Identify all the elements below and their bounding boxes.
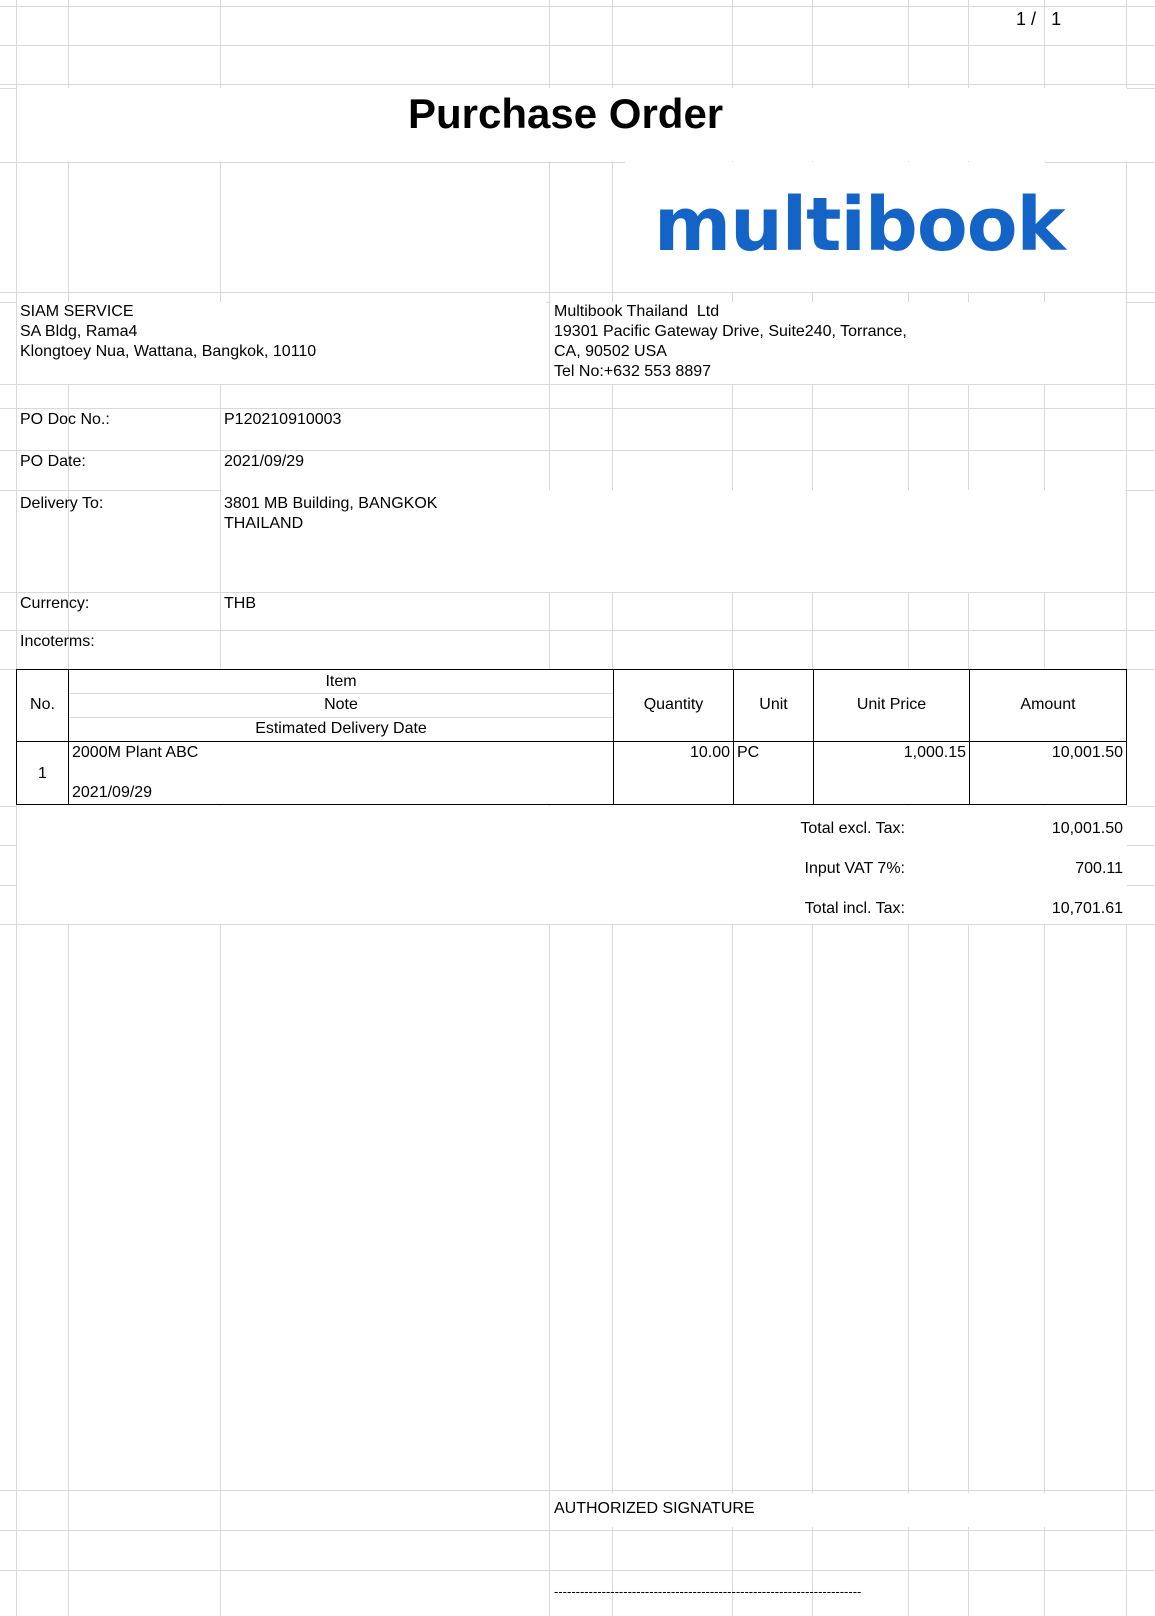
multibook-logo: multibook <box>654 182 1065 268</box>
total-incl-tax-value: 10,701.61 <box>1051 900 1123 917</box>
page-title: Purchase Order <box>408 90 724 137</box>
signature-line: ----------------------------------------------------------------------- <box>554 1584 862 1599</box>
line-items-table <box>16 669 1127 805</box>
input-vat-label: Input VAT 7%: <box>804 860 905 877</box>
incoterms-label: Incoterms: <box>20 633 95 650</box>
header-unit: Unit <box>759 696 788 713</box>
header-no: No. <box>30 696 55 713</box>
row-unit: PC <box>737 744 760 761</box>
vendor-address-line-1: SA Bldg, Rama4 <box>20 323 138 340</box>
table-divider <box>969 670 970 804</box>
po-doc-no-value: P120210910003 <box>224 411 342 428</box>
header-quantity: Quantity <box>643 696 704 713</box>
header-estimated-delivery-date: Estimated Delivery Date <box>255 720 427 737</box>
page-total: 1 <box>1051 9 1062 29</box>
row-amount: 10,001.50 <box>1051 744 1123 761</box>
delivery-to-value <box>224 494 437 534</box>
row-item: 2000M Plant ABC <box>72 744 199 761</box>
po-doc-no-label: PO Doc No.: <box>20 411 110 428</box>
po-date-label: PO Date: <box>20 453 86 470</box>
vendor-address-line-2: Klongtoey Nua, Wattana, Bangkok, 10110 <box>20 343 317 360</box>
delivery-to-line-2: THAILAND <box>224 515 304 532</box>
row-unit-price: 1,000.15 <box>903 744 966 761</box>
authorized-signature-label: AUTHORIZED SIGNATURE <box>554 1500 755 1517</box>
table-divider <box>813 670 814 804</box>
vendor-name: SIAM SERVICE <box>20 303 134 320</box>
company-address-line-1: 19301 Pacific Gateway Drive, Suite240, Torrance, <box>554 323 907 340</box>
header-note: Note <box>324 696 358 713</box>
page-current: 1 <box>1016 9 1027 29</box>
total-excl-tax-value: 10,001.50 <box>1051 820 1123 837</box>
row-quantity: 10.00 <box>689 744 730 761</box>
total-incl-tax-label: Total incl. Tax: <box>804 900 905 917</box>
company-name: Multibook Thailand Ltd <box>554 303 720 320</box>
total-excl-tax-label: Total excl. Tax: <box>800 820 905 837</box>
delivery-to-line-1: 3801 MB Building, BANGKOK <box>224 495 438 512</box>
row-no: 1 <box>38 765 47 782</box>
delivery-to-label: Delivery To: <box>20 495 104 512</box>
currency-label: Currency: <box>20 595 90 612</box>
company-address-line-2: CA, 90502 USA <box>554 343 667 360</box>
header-amount: Amount <box>1020 696 1076 713</box>
company-phone: Tel No:+632 553 8897 <box>554 363 712 380</box>
po-date-value: 2021/09/29 <box>224 453 305 470</box>
table-divider <box>69 693 613 694</box>
page-indicator <box>1016 9 1061 29</box>
table-divider <box>69 717 613 718</box>
table-divider <box>613 670 614 804</box>
page-separator: / <box>1031 9 1037 29</box>
currency-value: THB <box>224 595 256 612</box>
table-divider <box>733 670 734 804</box>
header-item: Item <box>325 673 357 690</box>
table-divider <box>17 741 1126 742</box>
company-address <box>554 302 907 382</box>
vendor-address <box>20 302 316 362</box>
input-vat-value: 700.11 <box>1075 860 1123 877</box>
header-unit-price: Unit Price <box>856 696 927 713</box>
row-delivery-date: 2021/09/29 <box>72 784 153 801</box>
